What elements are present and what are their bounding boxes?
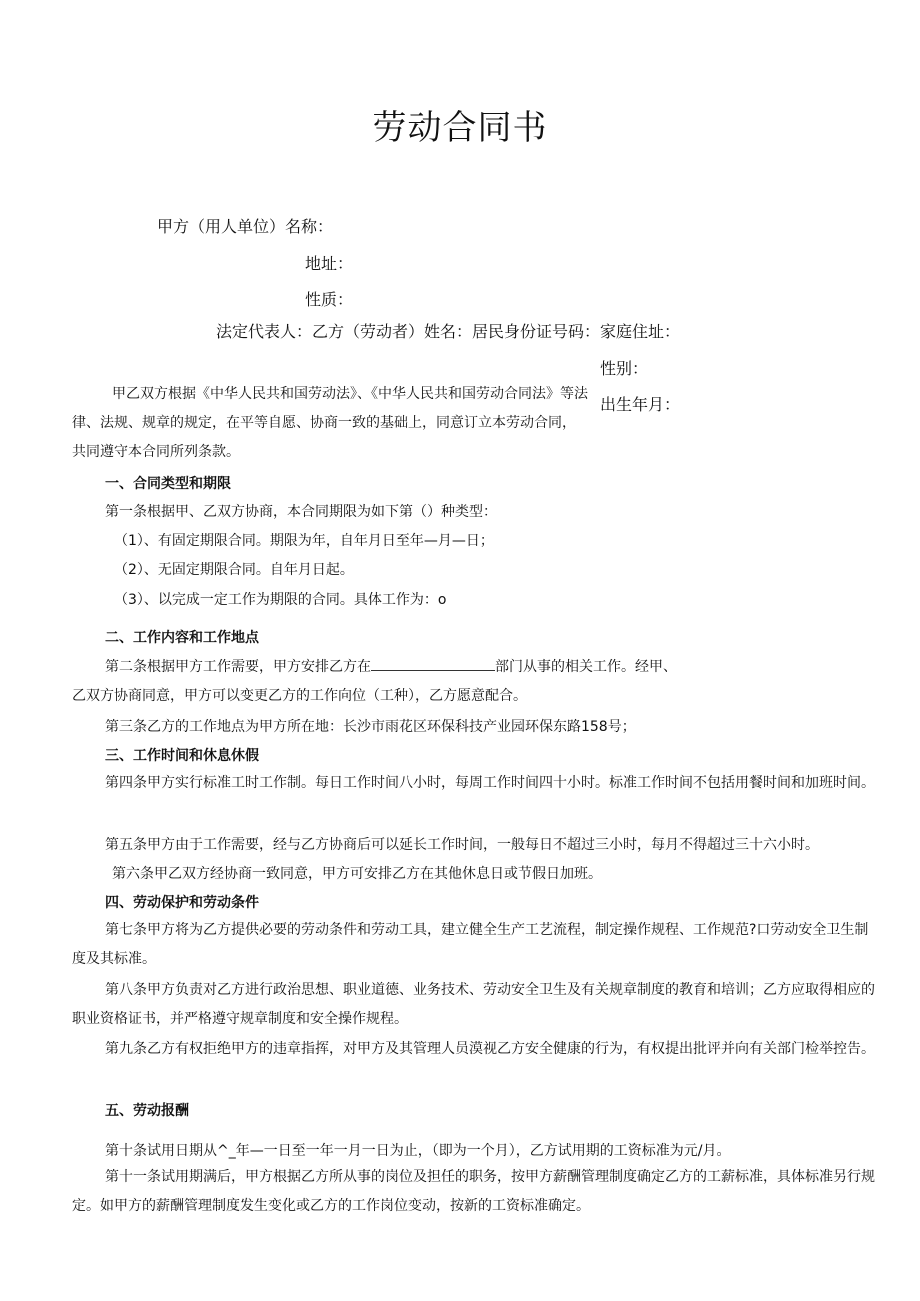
address-label: 地址： bbox=[305, 254, 354, 273]
intro-paragraph: 甲乙双方根据《中华人民共和国劳动法》、《中华人民共和国劳动合同法》等法律、法规、规章的规定，在平等自愿、协商一致的基础上，同意订立本劳动合同，共同遵守本合同所列条款。 bbox=[72, 386, 588, 460]
birth-date-label: 出生年月： bbox=[600, 395, 681, 414]
party-a-name-label: 甲方（用人单位）名称： bbox=[157, 217, 334, 236]
article-3: 第三条乙方的工作地点为甲方所在地：长沙市雨花区环保科技产业园环保东路158号； bbox=[105, 719, 636, 735]
article-1: 第一条根据甲、乙双方协商，本合同期限为如下第（）种类型： bbox=[105, 504, 497, 520]
contract-option-3: （3）、以完成一定工作为期限的合同。具体工作为：o bbox=[114, 592, 447, 608]
article-5: 第五条甲方由于工作需要，经与乙方协商后可以延长工作时间，一般每日不超过三小时，每月不得超过三十六小时。 bbox=[105, 837, 819, 853]
article-2-text-a: 第二条根据甲方工作需要，甲方安排乙方在 bbox=[105, 659, 371, 675]
legal-rep-line: 法定代表人：乙方（劳动者）姓名：居民身份证号码：家庭住址： bbox=[216, 322, 681, 341]
gender-label: 性别： bbox=[600, 359, 649, 378]
section-5-heading: 五、劳动报酬 bbox=[105, 1103, 189, 1119]
section-3-heading: 三、工作时间和休息休假 bbox=[105, 748, 259, 764]
article-4: 第四条甲方实行标准工时工作制。每日工作时间八小时，每周工作时间四十小时。标准工作时间不包括用餐时间和加班时间。 bbox=[105, 775, 875, 791]
contract-option-2: （2）、无固定期限合同。自年月日起。 bbox=[114, 562, 354, 578]
article-2-line-1 bbox=[105, 656, 677, 676]
contract-option-1: （1）、有固定期限合同。期限为年，自年月日至年—月—日； bbox=[114, 533, 494, 549]
section-2-heading: 二、工作内容和工作地点 bbox=[105, 630, 259, 646]
document-title: 劳动合同书 bbox=[372, 108, 548, 148]
article-11: 第十一条试用期满后，甲方根据乙方所从事的岗位及担任的职务，按甲方薪酬管理制度确定乙方的工薪标准，具体标准另行规定。如甲方的薪酬管理制度发生变化或乙方的工作岗位变动，按新的工资标准确定。 bbox=[72, 1169, 875, 1214]
article-7: 第七条甲方将为乙方提供必要的劳动条件和劳动工具，建立健全生产工艺流程，制定操作规程、工作规范?口劳动安全卫生制度及其标准。 bbox=[72, 922, 869, 967]
nature-label: 性质： bbox=[305, 290, 354, 309]
section-1-heading: 一、合同类型和期限 bbox=[105, 476, 231, 492]
article-2-line-2: 乙双方协商同意，甲方可以变更乙方的工作向位（工种），乙方愿意配合。 bbox=[72, 688, 527, 704]
article-6: 第六条甲乙双方经协商一致同意，甲方可安排乙方在其他休息日或节假日加班。 bbox=[112, 866, 602, 882]
department-blank bbox=[371, 656, 495, 671]
article-9: 第九条乙方有权拒绝甲方的违章指挥，对甲方及其管理人员漠视乙方安全健康的行为，有权提出批评并向有关部门检举控告。 bbox=[105, 1041, 875, 1057]
article-8: 第八条甲方负责对乙方进行政治思想、职业道德、业务技术、劳动安全卫生及有关规章制度的教育和培训；乙方应取得相应的职业资格证书，并严格遵守规章制度和安全操作规程。 bbox=[72, 982, 875, 1027]
section-4-heading: 四、劳动保护和劳动条件 bbox=[105, 895, 259, 911]
article-10: 第十条试用日期从^_年—一日至一年一月一日为止，（即为一个月），乙方试用期的工资标准为元/月。 bbox=[105, 1143, 731, 1159]
article-2-text-b: 部门从事的相关工作。经甲、 bbox=[495, 659, 677, 675]
